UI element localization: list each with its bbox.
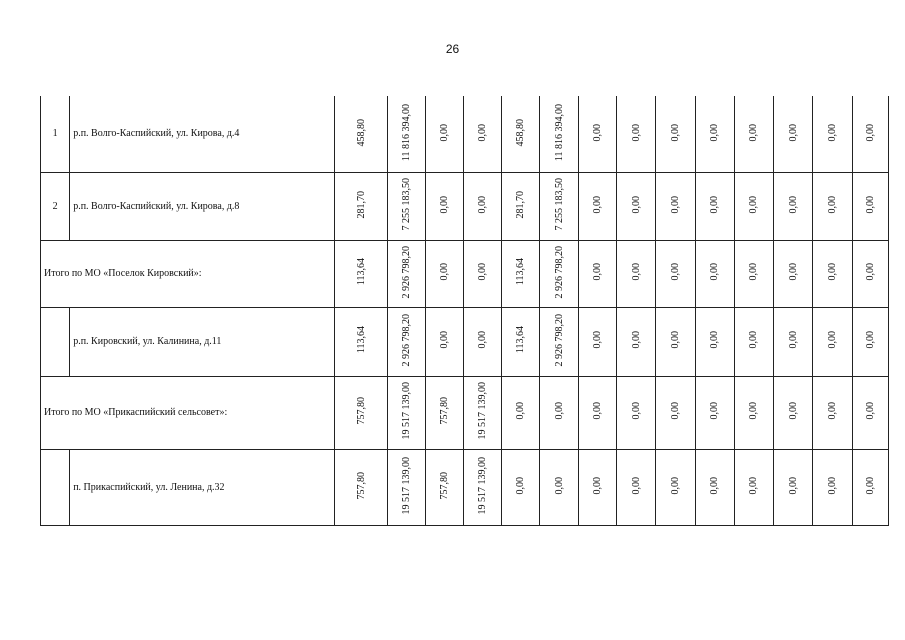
value-cell: 0,00 (864, 263, 876, 281)
value-cell: 0,00 (669, 402, 681, 420)
row-number (41, 449, 70, 525)
area-value: 113,64 (355, 258, 367, 286)
value-cell: 0,00 (630, 331, 642, 349)
value-cell: 0,00 (553, 476, 565, 495)
value-cell: 757,80 (438, 397, 450, 425)
register-table (40, 96, 889, 526)
value-cell: 0,00 (826, 331, 838, 349)
value-cell: 0,00 (748, 123, 760, 141)
value-cell: 0,00 (669, 263, 681, 281)
table-row (41, 307, 889, 376)
value-cell: 0,00 (787, 476, 799, 495)
value-cell: 0,00 (748, 331, 760, 349)
value-cell: 0,00 (477, 195, 489, 214)
row-number: 1 (41, 96, 70, 172)
value-cell: 0,00 (787, 123, 799, 141)
value-cell: 0,00 (748, 263, 760, 281)
value-cell: 0,00 (826, 123, 838, 141)
value-cell: 281,70 (515, 190, 527, 219)
table-row-total (41, 376, 889, 449)
value-cell: 0,00 (669, 476, 681, 495)
area-value: 281,70 (355, 190, 367, 219)
table-row (41, 96, 889, 172)
area-value: 113,64 (355, 326, 367, 354)
value-cell: 0,00 (515, 476, 527, 495)
page-number: 26 (445, 42, 460, 56)
value-cell: 0,00 (748, 195, 760, 214)
row-number: 2 (41, 172, 70, 240)
value-cell: 0,00 (438, 195, 450, 214)
cost-value: 19 517 139,00 (401, 382, 413, 440)
value-cell: 0,00 (630, 195, 642, 214)
value-cell: 0,00 (591, 476, 603, 495)
cost-value: 2 926 798,20 (401, 313, 413, 367)
row-number (41, 307, 70, 376)
value-cell: 0,00 (669, 195, 681, 214)
value-cell: 0,00 (709, 331, 721, 349)
value-cell: 0,00 (709, 476, 721, 495)
area-value: 757,80 (355, 471, 367, 500)
value-cell: 2 926 798,20 (553, 313, 565, 367)
value-cell: 458,80 (515, 118, 527, 146)
value-cell: 0,00 (709, 263, 721, 281)
value-cell: 0,00 (630, 402, 642, 420)
value-cell: 0,00 (438, 331, 450, 349)
total-label: Итого по МО «Прикаспийский сельсовет»: (41, 376, 335, 449)
cost-value: 2 926 798,20 (401, 245, 413, 299)
value-cell: 0,00 (787, 263, 799, 281)
value-cell: 0,00 (591, 402, 603, 420)
value-cell: 19 517 139,00 (477, 456, 489, 515)
table-row (41, 449, 889, 525)
value-cell: 0,00 (630, 476, 642, 495)
value-cell: 0,00 (748, 402, 760, 420)
area-value: 757,80 (355, 397, 367, 425)
value-cell: 0,00 (864, 123, 876, 141)
value-cell: 0,00 (477, 331, 489, 349)
value-cell: 0,00 (438, 123, 450, 141)
value-cell: 0,00 (515, 402, 527, 420)
value-cell: 0,00 (630, 123, 642, 141)
table-row-total (41, 240, 889, 307)
value-cell: 11 816 394,00 (553, 103, 565, 161)
address-cell: п. Прикаспийский, ул. Ленина, д.32 (70, 449, 335, 525)
value-cell: 0,00 (669, 123, 681, 141)
value-cell: 0,00 (477, 263, 489, 281)
value-cell: 0,00 (864, 331, 876, 349)
value-cell: 0,00 (709, 402, 721, 420)
value-cell: 2 926 798,20 (553, 245, 565, 299)
value-cell: 0,00 (591, 195, 603, 214)
value-cell: 0,00 (477, 123, 489, 141)
value-cell: 19 517 139,00 (477, 382, 489, 440)
value-cell: 0,00 (630, 263, 642, 281)
value-cell: 0,00 (864, 195, 876, 214)
value-cell: 0,00 (826, 263, 838, 281)
value-cell: 0,00 (591, 263, 603, 281)
address-cell: р.п. Кировский, ул. Калинина, д.11 (70, 307, 335, 376)
value-cell: 0,00 (709, 195, 721, 214)
value-cell: 0,00 (787, 331, 799, 349)
value-cell: 0,00 (826, 195, 838, 214)
address-cell: р.п. Волго-Каспийский, ул. Кирова, д.4 (70, 96, 335, 172)
address-cell: р.п. Волго-Каспийский, ул. Кирова, д.8 (70, 172, 335, 240)
area-value: 458,80 (355, 118, 367, 146)
value-cell: 0,00 (438, 263, 450, 281)
value-cell: 113,64 (515, 326, 527, 354)
value-cell: 113,64 (515, 258, 527, 286)
value-cell: 0,00 (748, 476, 760, 495)
value-cell: 0,00 (826, 476, 838, 495)
value-cell: 0,00 (553, 402, 565, 420)
cost-value: 19 517 139,00 (401, 456, 413, 515)
value-cell: 757,80 (438, 471, 450, 500)
value-cell: 0,00 (669, 331, 681, 349)
cost-value: 11 816 394,00 (401, 103, 413, 161)
value-cell: 0,00 (787, 402, 799, 420)
value-cell: 0,00 (787, 195, 799, 214)
value-cell: 0,00 (709, 123, 721, 141)
total-label: Итого по МО «Поселок Кировский»: (41, 240, 335, 307)
value-cell: 0,00 (864, 476, 876, 495)
value-cell: 0,00 (864, 402, 876, 420)
value-cell: 0,00 (826, 402, 838, 420)
cost-value: 7 255 183,50 (401, 178, 413, 231)
table-row (41, 172, 889, 240)
value-cell: 0,00 (591, 123, 603, 141)
value-cell: 7 255 183,50 (553, 178, 565, 231)
value-cell: 0,00 (591, 331, 603, 349)
